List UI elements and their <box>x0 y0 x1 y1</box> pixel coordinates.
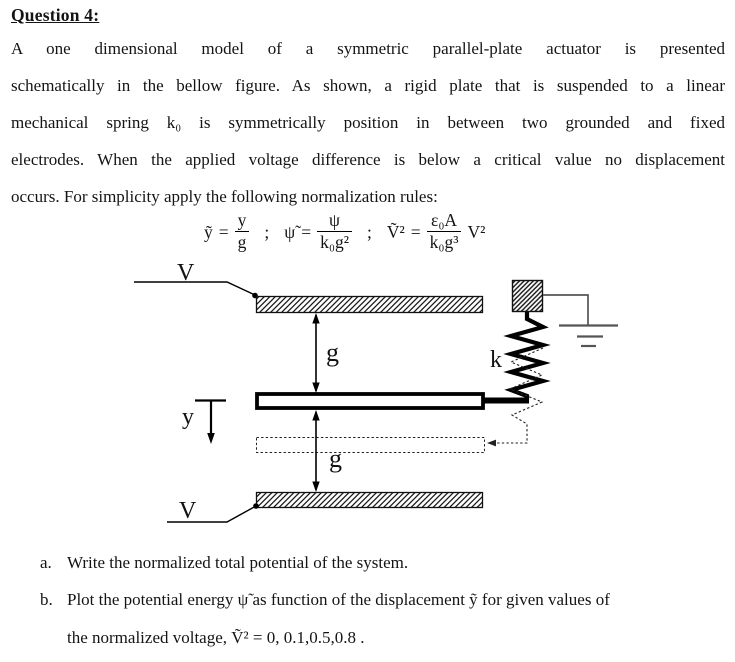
paragraph-line: occurs. For simplicity apply the following normalization rules: <box>11 187 438 206</box>
displacement-arrowhead-down <box>207 433 215 444</box>
equation-separator: ; <box>264 221 270 242</box>
bottom-electrode <box>257 493 483 508</box>
eq-lhs: ỹ <box>204 221 213 242</box>
fraction-denominator: k₀g² <box>317 231 352 253</box>
spring-label: k <box>490 347 502 373</box>
eq-rel: = <box>301 221 312 242</box>
fraction <box>235 211 250 252</box>
question-item-b <box>40 590 610 610</box>
gap-bottom-arrowhead-down <box>312 482 319 493</box>
displaced-plate-dashed <box>257 438 485 453</box>
fraction <box>317 211 352 252</box>
ground-wire <box>543 295 588 325</box>
ghost-arrowhead-left <box>487 440 496 447</box>
equation-y-normalized <box>204 211 249 252</box>
eq-lhs: ψ̃ <box>284 221 296 242</box>
gap-bottom-label: g <box>329 444 342 473</box>
paragraph-line: electrodes. When the applied voltage difference is below a critical value no displacement <box>11 150 725 169</box>
question-a-text: Write the normalized total potential of the system. <box>67 553 409 572</box>
paragraph-line: schematically in the bellow figure. As shown, a rigid plate that is suspended to a linear <box>11 76 725 95</box>
question-item-b-continued <box>67 628 364 648</box>
question-b-text-line1: Plot the potential energy ψ̃ as function of the displacement ỹ for given values of <box>67 590 610 609</box>
question-b-marker: b. <box>40 590 53 609</box>
question-title: Question 4: <box>11 5 100 25</box>
actuator-schematic-figure <box>0 255 735 545</box>
gap-top-arrowhead-down <box>312 383 319 394</box>
gap-top-arrowhead-up <box>312 313 319 324</box>
fraction-numerator: ψ <box>329 210 340 231</box>
equation-psi-normalized <box>284 211 352 252</box>
fraction-denominator: g <box>235 231 250 253</box>
equation-voltage-normalized <box>387 211 486 252</box>
anchor-block <box>513 281 543 312</box>
gap-bottom-arrowhead-up <box>312 410 319 421</box>
question-a-marker: a. <box>40 553 52 572</box>
eq-rel: = <box>218 221 229 242</box>
question-paragraph <box>11 30 725 215</box>
eq-rhs: V² <box>467 221 486 242</box>
fraction <box>427 211 462 252</box>
eq-lhs: Ṽ² <box>386 221 405 242</box>
bottom-voltage-label: V <box>179 498 197 524</box>
displacement-label: y <box>182 404 194 430</box>
fraction-denominator: k₀g³ <box>427 231 462 253</box>
movable-plate <box>257 394 483 408</box>
top-voltage-wire <box>134 282 255 295</box>
fraction-numerator: ε₀A <box>430 210 458 231</box>
equation-separator: ; <box>366 221 372 242</box>
top-voltage-label: V <box>177 260 195 286</box>
fraction-numerator: y <box>237 210 247 231</box>
question-b-text-line2: the normalized voltage, Ṽ² = 0, 0.1,0.5,0.8 . <box>67 628 365 647</box>
bottom-wire-junction-dot <box>253 503 259 509</box>
question-item-a <box>40 553 408 573</box>
gap-top-label: g <box>326 338 339 367</box>
paragraph-line: mechanical spring k₀ is symmetrically position in between two grounded and fixed <box>11 113 725 132</box>
eq-rel: = <box>410 221 421 242</box>
normalization-equations <box>204 203 485 261</box>
top-electrode <box>257 297 483 313</box>
paragraph-line: A one dimensional model of a symmetric parallel-plate actuator is presented <box>11 39 725 58</box>
